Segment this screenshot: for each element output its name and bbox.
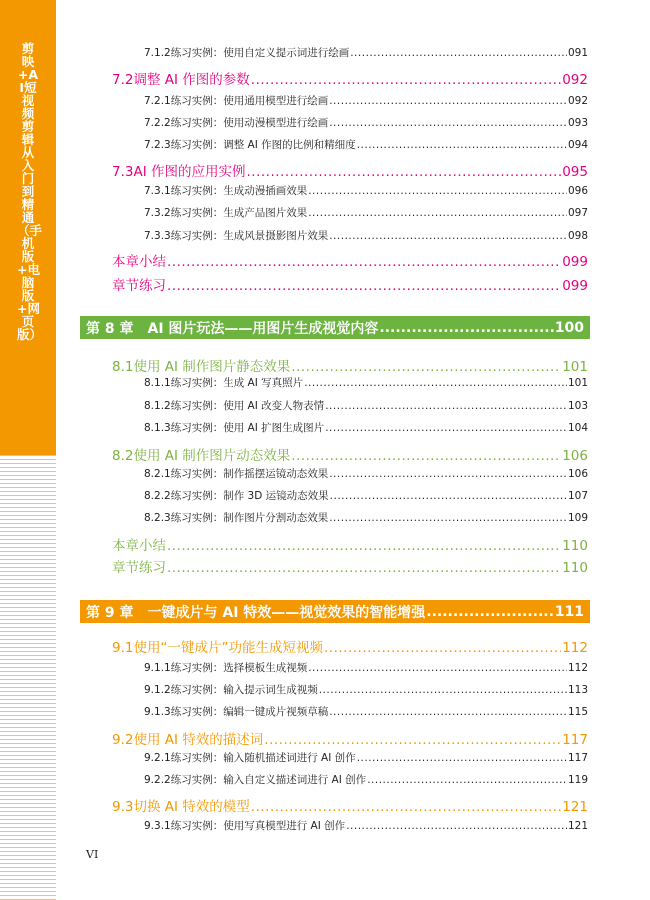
toc-section-entry: [0, 795, 650, 815]
toc-entry-number: 9.1.1: [144, 662, 171, 674]
toc-entry-title: 练习实例：调整 AI 作图的比例和精细度: [170, 139, 356, 151]
toc-entry-number: 8.1.3: [144, 422, 171, 434]
toc-page-number: 099: [562, 254, 588, 270]
toc-entry-number: 8.1: [112, 359, 134, 375]
toc-page-number: 097: [567, 207, 588, 219]
toc-entry-title: 使用 AI 特效的描述词: [133, 732, 264, 748]
toc-entry-number: 8.2.3: [144, 512, 171, 524]
toc-entry-title: 练习实例：选择模板生成视频: [170, 662, 308, 674]
toc-entry-title: 练习实例：输入随机描述词进行 AI 创作: [170, 752, 356, 764]
toc-leader-dots: [357, 752, 567, 764]
toc-leader-dots: [247, 164, 562, 180]
toc-leader-dots: [346, 820, 567, 832]
toc-leader-dots: [167, 254, 561, 270]
toc-leader-dots: [329, 95, 567, 107]
toc-entry-title: 练习实例：使用动漫模型进行绘画: [170, 117, 329, 129]
toc-page-number: 112: [567, 662, 588, 674]
toc-page-number: 121: [567, 820, 588, 832]
toc-entry-title: 章节练习: [112, 278, 166, 294]
toc-entry-number: 7.2.2: [144, 117, 171, 129]
toc-page-number: 109: [567, 512, 588, 524]
toc-subsection-entry: [0, 682, 650, 698]
toc-leader-dots: [304, 377, 567, 389]
toc-page-number: 106: [567, 468, 588, 480]
toc-entry-title: 练习实例：制作摇摆运镜动态效果: [170, 468, 329, 480]
toc-leader-dots: [167, 538, 561, 554]
toc-entry-title: 练习实例：使用通用模型进行绘画: [170, 95, 329, 107]
toc-subsection-entry: [0, 183, 650, 199]
toc-entry-number: 8.2: [112, 448, 134, 464]
toc-leader-dots: [308, 185, 567, 197]
toc-page-number: 098: [567, 230, 588, 242]
toc-section-entry: [0, 355, 650, 375]
toc-entry-title: 本章小结: [112, 538, 166, 554]
toc-entry-title: 练习实例：编辑一键成片视频草稿: [170, 706, 329, 718]
toc-leader-dots: [325, 422, 567, 434]
toc-section-entry: [0, 728, 650, 748]
toc-leader-dots: [426, 604, 553, 620]
toc-entry-title: 练习实例：生成动漫插画效果: [170, 185, 308, 197]
toc-leader-dots: [251, 72, 561, 88]
toc-leader-dots: [329, 512, 567, 524]
toc-leader-dots: [329, 230, 567, 242]
toc-page-number: 107: [567, 490, 588, 502]
toc-leader-dots: [167, 278, 561, 294]
toc-page-number: 092: [562, 72, 588, 88]
toc-entry-title: 练习实例：输入自定义描述词进行 AI 创作: [170, 774, 367, 786]
toc-leader-dots: [319, 684, 567, 696]
toc-entry-number: 7.2: [112, 72, 134, 88]
toc-page-number: 094: [567, 139, 588, 151]
toc-leader-dots: [251, 799, 561, 815]
toc-summary-entry: [0, 250, 650, 270]
toc-entry-title: 章节练习: [112, 560, 166, 576]
toc-entry-number: 9.2.1: [144, 752, 171, 764]
toc-subsection-entry: [0, 704, 650, 720]
toc-leader-dots: [167, 560, 561, 576]
toc-entry-number: 7.3: [112, 164, 134, 180]
toc-entry-title: 练习实例：使用 AI 扩图生成图片: [170, 422, 325, 434]
toc-entry-title: 练习实例：生成风景摄影图片效果: [170, 230, 329, 242]
toc-subsection-entry: [0, 750, 650, 766]
toc-entry-title: 练习实例：制作图片分割动态效果: [170, 512, 329, 524]
toc-leader-dots: [329, 706, 567, 718]
toc-leader-dots: [357, 139, 567, 151]
toc-entry-number: 7.3.2: [144, 207, 171, 219]
toc-entry-number: 7.2.1: [144, 95, 171, 107]
toc-summary-entry: [0, 274, 650, 294]
toc-subsection-entry: [0, 488, 650, 504]
toc-page-number: 117: [567, 752, 588, 764]
toc-leader-dots: [325, 400, 567, 412]
toc-entry-number: 7.1.2: [144, 47, 171, 59]
toc-page-number: 092: [567, 95, 588, 107]
toc-entry-number: 9.1.2: [144, 684, 171, 696]
toc-entry-number: 7.3.1: [144, 185, 171, 197]
toc-leader-dots: [329, 468, 567, 480]
toc-entry-number: 8.1.2: [144, 400, 171, 412]
toc-entry-title: AI 作图的应用实例: [133, 164, 246, 180]
toc-leader-dots: [291, 359, 561, 375]
toc-page-number: 111: [554, 603, 584, 620]
toc-subsection-entry: [0, 375, 650, 391]
toc-leader-dots: [329, 117, 567, 129]
toc-entry-number: 9.2: [112, 732, 134, 748]
toc-summary-entry: [0, 534, 650, 554]
toc-subsection-entry: [0, 660, 650, 676]
toc-page-number: 099: [562, 278, 588, 294]
toc-entry-title: 练习实例：使用写真模型进行 AI 创作: [170, 820, 346, 832]
toc-entry-number: 7.2.3: [144, 139, 171, 151]
toc-page-number: 113: [567, 684, 588, 696]
toc-subsection-entry: [0, 420, 650, 436]
toc-section-entry: [0, 68, 650, 88]
toc-entry-title: 调整 AI 作图的参数: [133, 72, 250, 88]
toc-entry-number: 8.2.2: [144, 490, 171, 502]
toc-entry-number: 9.1: [112, 640, 134, 656]
toc-entry-number: 9.2.2: [144, 774, 171, 786]
toc-entry-title: 使用 AI 制作图片静态效果: [133, 359, 291, 375]
toc-page-number: 110: [562, 560, 588, 576]
toc-entry-title: 使用 AI 制作图片动态效果: [133, 448, 291, 464]
toc-entry-number: 8.2.1: [144, 468, 171, 480]
toc-page-number: 100: [554, 319, 584, 336]
toc-page-number: 093: [567, 117, 588, 129]
toc-chapter-heading: [80, 600, 590, 623]
toc-subsection-entry: [0, 398, 650, 414]
toc-subsection-entry: [0, 772, 650, 788]
toc-leader-dots: [324, 640, 561, 656]
toc-entry-title: 练习实例：使用自定义提示词进行绘画: [170, 47, 350, 59]
toc-entry-title: 第 8 章 AI 图片玩法——用图片生成视觉内容: [86, 320, 379, 337]
toc-page-number: 096: [567, 185, 588, 197]
toc-section-entry: [0, 444, 650, 464]
toc-entry-number: 9.3: [112, 799, 134, 815]
toc-entry-title: 练习实例：使用 AI 改变人物表情: [170, 400, 325, 412]
book-title-vertical: 剪映+AI短视频剪辑从入门到精通（手机版+电脑版+网页版）: [17, 41, 43, 342]
toc-page-number: 119: [567, 774, 588, 786]
toc-entry-title: 第 9 章 一键成片与 AI 特效——视觉效果的智能增强: [86, 604, 426, 621]
toc-subsection-entry: [0, 228, 650, 244]
toc-entry-number: 9.3.1: [144, 820, 171, 832]
toc-page-number: 101: [562, 359, 588, 375]
toc-entry-title: 使用“一键成片”功能生成短视频: [133, 640, 323, 656]
toc-subsection-entry: [0, 93, 650, 109]
toc-entry-title: 练习实例：制作 3D 运镜动态效果: [170, 490, 329, 502]
toc-entry-number: 7.3.3: [144, 230, 171, 242]
toc-leader-dots: [291, 448, 561, 464]
toc-entry-number: 9.1.3: [144, 706, 171, 718]
toc-chapter-heading: [80, 316, 590, 339]
toc-leader-dots: [308, 662, 567, 674]
toc-summary-entry: [0, 556, 650, 576]
toc-entry-title: 切换 AI 特效的模型: [133, 799, 250, 815]
toc-subsection-entry: [0, 137, 650, 153]
toc-subsection-entry: [0, 466, 650, 482]
toc-leader-dots: [350, 47, 567, 59]
toc-leader-dots: [379, 320, 553, 336]
toc-entry-title: 练习实例：生成 AI 写真照片: [170, 377, 304, 389]
toc-page-number: 106: [562, 448, 588, 464]
toc-subsection-entry: [0, 818, 650, 834]
toc-entry-number: 8.1.1: [144, 377, 171, 389]
toc-page-number: 103: [567, 400, 588, 412]
toc-subsection-entry: [0, 45, 650, 61]
toc-page-number: 104: [567, 422, 588, 434]
toc-leader-dots: [330, 490, 567, 502]
toc-leader-dots: [367, 774, 567, 786]
toc-entry-title: 练习实例：生成产品图片效果: [170, 207, 308, 219]
page-number: VI: [86, 848, 99, 861]
toc-entry-title: 练习实例：输入提示词生成视频: [170, 684, 318, 696]
toc-subsection-entry: [0, 205, 650, 221]
toc-page-number: 091: [567, 47, 588, 59]
toc-page-number: 117: [562, 732, 588, 748]
toc-page-number: 121: [562, 799, 588, 815]
toc-page-number: 115: [567, 706, 588, 718]
toc-page-number: 101: [567, 377, 588, 389]
toc-section-entry: [0, 160, 650, 180]
toc-leader-dots: [308, 207, 567, 219]
toc-page-number: 110: [562, 538, 588, 554]
toc-page-number: 112: [562, 640, 588, 656]
toc-leader-dots: [264, 732, 561, 748]
toc-page-number: 095: [562, 164, 588, 180]
toc-section-entry: [0, 636, 650, 656]
toc-entry-title: 本章小结: [112, 254, 166, 270]
toc-subsection-entry: [0, 115, 650, 131]
toc-subsection-entry: [0, 510, 650, 526]
